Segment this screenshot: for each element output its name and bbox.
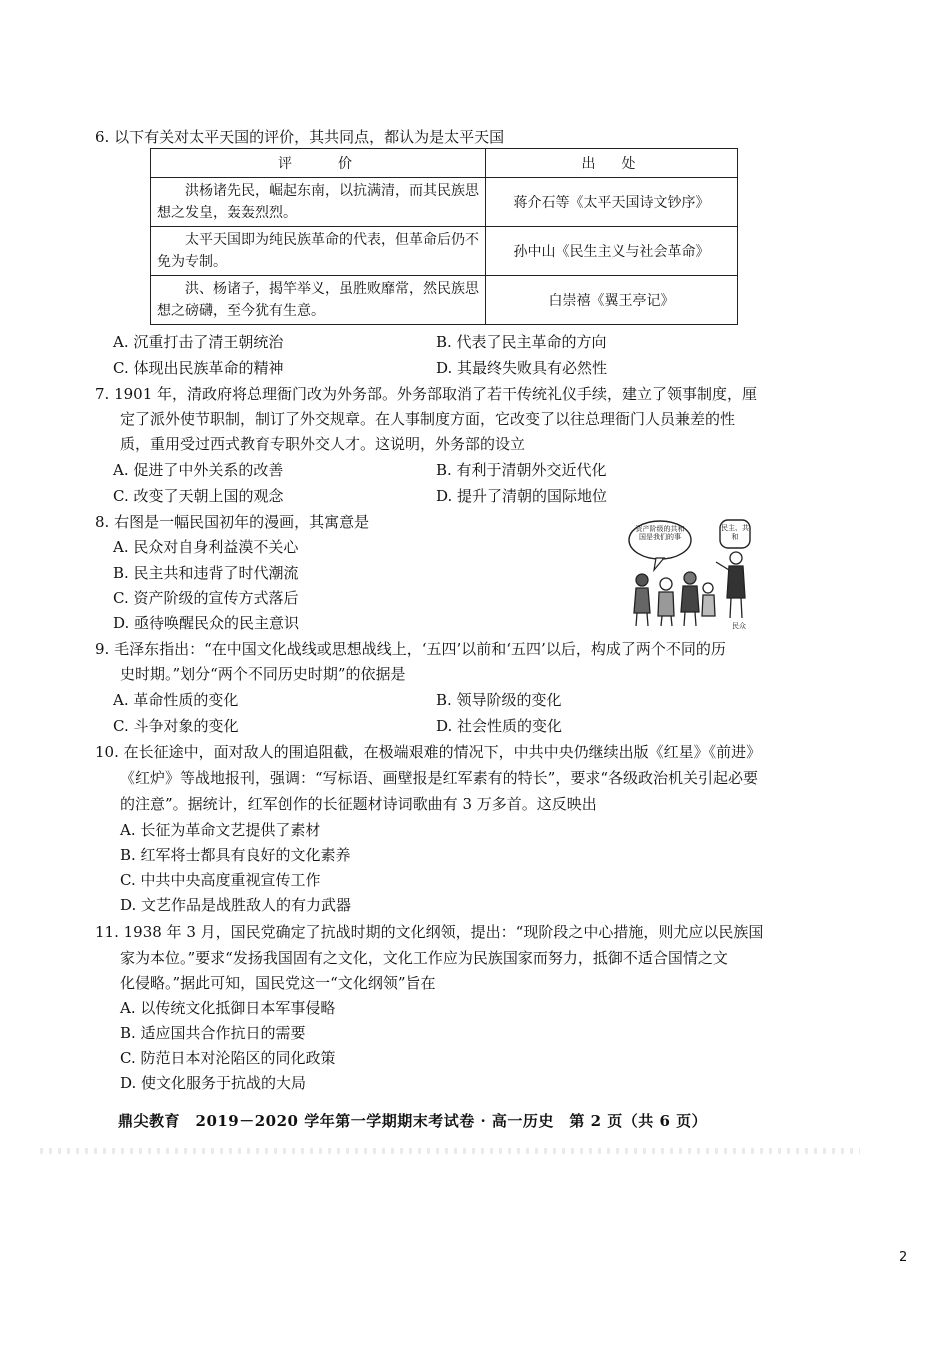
table-header-row <box>151 149 738 178</box>
q6-option-b[interactable]: B. 代表了民主革命的方向 <box>436 333 607 351</box>
q10-line-1: 10. 在长征途中，面对敌人的围追阻截，在极端艰难的情况下，中共中央仍继续出版《红星》《前进》 <box>95 743 762 761</box>
bubble-right-text: 民主、共和 <box>721 524 749 541</box>
q8-cartoon-image <box>628 518 754 630</box>
q9-option-d[interactable]: D. 社会性质的变化 <box>436 717 563 735</box>
q6-option-c[interactable]: C. 体现出民族革命的精神 <box>113 359 284 377</box>
q10-line-2: 《红炉》等战地报刊，强调：“写标语、画壁报是红军素有的特长”，要求“各级政治机关引起必要 <box>120 769 759 787</box>
table-row <box>151 178 738 227</box>
q7-option-b[interactable]: B. 有利于清朝外交近代化 <box>436 461 607 479</box>
scan-artifact-divider <box>40 1148 860 1154</box>
speaker-figure <box>716 552 745 618</box>
q11-line-1: 11. 1938 年 3 月，国民党确定了抗战时期的文化纲领，提出：“现阶段之中心措施，则尤应以民族国 <box>95 923 764 941</box>
q6-option-a[interactable]: A. 沉重打击了清王朝统治 <box>113 333 284 351</box>
exam-footer: 鼎尖教育 2019－2020 学年第一学期期末考试卷 · 高一历史 第 2 页（共 6 页） <box>118 1112 708 1130</box>
q8-option-b[interactable]: B. 民主共和违背了时代潮流 <box>113 564 299 582</box>
q9-line-1: 9. 毛泽东指出：“在中国文化战线或思想战线上，‘五四’以前和‘五四’以后，构成了两个不同的历 <box>95 640 726 658</box>
q11-line-2: 家为本位。”要求“发扬我国固有之文化，文化工作应为民族国家而努力，抵御不适合国情之文 <box>120 949 728 967</box>
q10-option-d[interactable]: D. 文艺作品是战胜敌人的有力武器 <box>120 896 352 914</box>
q10-option-b[interactable]: B. 红军将士都具有良好的文化素养 <box>120 846 351 864</box>
q7-option-a[interactable]: A. 促进了中外关系的改善 <box>113 461 284 479</box>
q10-line-3: 的注意”。据统计，红军创作的长征题材诗词歌曲有 3 万多首。这反映出 <box>120 795 597 813</box>
header-eval: 评 价 <box>151 149 486 178</box>
q7-line-1: 7. 1901 年，清政府将总理衙门改为外务部。外务部取消了若干传统礼仪手续，建立了领事制度，厘 <box>95 385 758 403</box>
q11-line-3: 化侵略。”据此可知，国民党这一“文化纲领”旨在 <box>120 974 436 992</box>
bubble-left-text: 资产阶级的共和国是我们的事 <box>635 525 685 541</box>
source-cell: 孙中山《民生主义与社会革命》 <box>486 227 738 276</box>
q8-option-d[interactable]: D. 亟待唤醒民众的民主意识 <box>113 614 300 632</box>
q7-option-c[interactable]: C. 改变了天朝上国的观念 <box>113 487 284 505</box>
q6-stem: 6. 以下有关对太平天国的评价，其共同点，都认为是太平天国 <box>95 128 505 146</box>
q9-option-c[interactable]: C. 斗争对象的变化 <box>113 717 239 735</box>
q7-line-3: 质，重用受过西式教育专职外交人才。这说明，外务部的设立 <box>120 435 526 453</box>
source-cell: 蒋介石等《太平天国诗文钞序》 <box>486 178 738 227</box>
q7-option-d[interactable]: D. 提升了清朝的国际地位 <box>436 487 608 505</box>
q6-evaluation-table <box>150 148 738 325</box>
q9-line-2: 史时期。”划分“两个不同历史时期”的依据是 <box>120 665 406 683</box>
table-row <box>151 227 738 276</box>
q7-line-2: 定了派外使节职制，制订了外交规章。在人事制度方面，它改变了以往总理衙门人员兼差的性 <box>120 410 736 428</box>
q6-option-d[interactable]: D. 其最终失败具有必然性 <box>436 359 608 377</box>
page-number: 2 <box>899 1250 908 1265</box>
q10-option-c[interactable]: C. 中共中央高度重视宣传工作 <box>120 871 321 889</box>
eval-cell: 洪、杨诸子，揭竿举义，虽胜败靡常，然民族思想之磅礴，至今犹有生意。 <box>151 276 486 325</box>
crowd-figures <box>634 572 715 626</box>
q9-option-b[interactable]: B. 领导阶级的变化 <box>436 691 562 709</box>
source-cell: 白崇禧《翼王亭记》 <box>486 276 738 325</box>
q9-option-a[interactable]: A. 革命性质的变化 <box>113 691 239 709</box>
q10-option-a[interactable]: A. 长征为革命文艺提供了素材 <box>120 821 321 839</box>
eval-cell: 太平天国即为纯民族革命的代表，但革命后仍不免为专制。 <box>151 227 486 276</box>
q8-option-c[interactable]: C. 资产阶级的宣传方式落后 <box>113 589 299 607</box>
q8-option-a[interactable]: A. 民众对自身利益漠不关心 <box>113 538 299 556</box>
q11-option-a[interactable]: A. 以传统文化抵御日本军事侵略 <box>120 999 336 1017</box>
table-row <box>151 276 738 325</box>
eval-cell: 洪杨诸先民，崛起东南，以抗满清，而其民族思想之发皇，轰轰烈烈。 <box>151 178 486 227</box>
q11-option-d[interactable]: D. 使文化服务于抗战的大局 <box>120 1074 307 1092</box>
q8-stem: 8. 右图是一幅民国初年的漫画，其寓意是 <box>95 513 370 531</box>
q11-option-c[interactable]: C. 防范日本对沦陷区的同化政策 <box>120 1049 336 1067</box>
q11-option-b[interactable]: B. 适应国共合作抗日的需要 <box>120 1024 306 1042</box>
cartoon-caption: 民众 <box>732 622 746 630</box>
header-source: 出 处 <box>486 149 738 178</box>
